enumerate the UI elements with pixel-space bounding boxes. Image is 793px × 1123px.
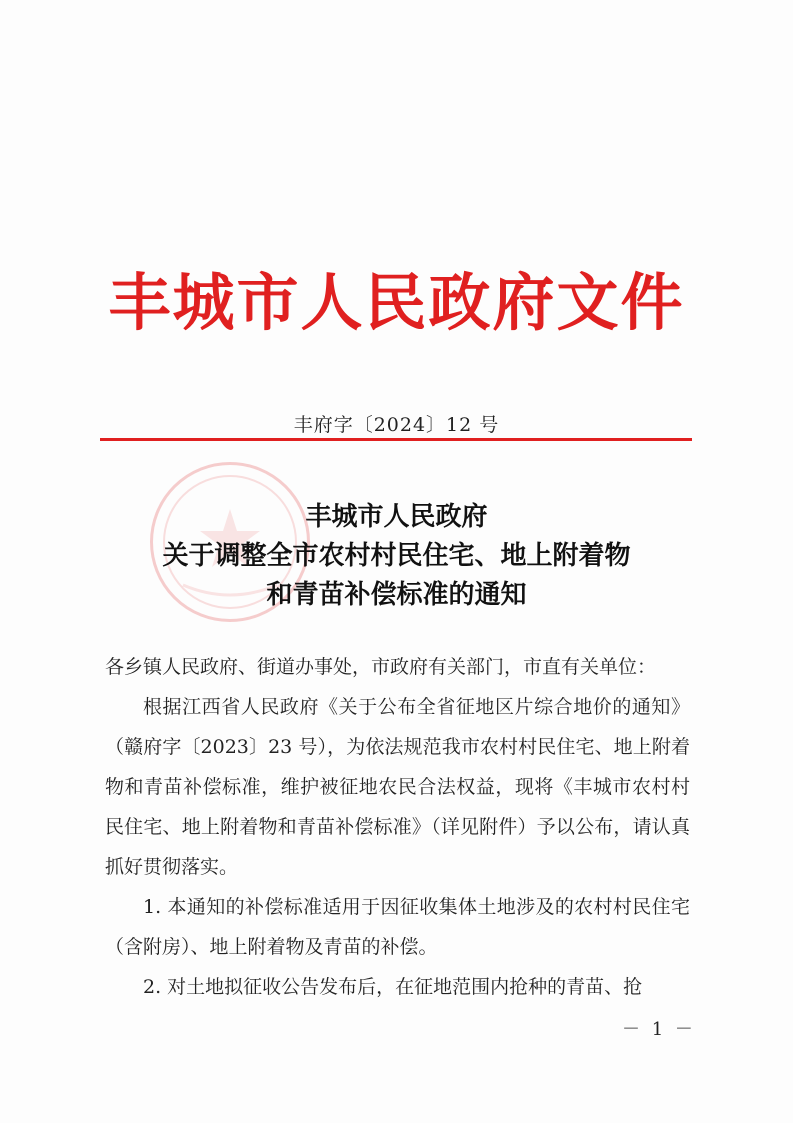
document-masthead: 丰城市人民政府文件 (108, 266, 685, 339)
title-line: 丰城市人民政府 (305, 502, 488, 532)
title-line: 和青苗补偿标准的通知 (266, 580, 527, 610)
body-paragraph: 根据江西省人民政府《关于公布全省征地区片综合地价的通知》（赣府字〔2023〕23 号），为依法规范我市农村村民住宅、地上附着物和青苗补偿标准，维护被征地农民合法权益，现将《丰城市农村村民住宅、地上附着物和青苗补偿标准》（详见附件）予以公布，请认真抓好贯彻落实。 (105, 696, 690, 878)
document-number: 丰府字〔2024〕12 号 (293, 414, 500, 436)
title-line: 关于调整全市农村村民住宅、地上附着物 (162, 541, 631, 571)
body-paragraph: 1. 本通知的补偿标准适用于因征收集体土地涉及的农村村民住宅（含附房）、地上附着物及青苗的补偿。 (105, 896, 690, 958)
body-paragraph: 2. 对土地拟征收公告发布后，在征地范围内抢种的青苗、抢 (143, 976, 643, 998)
document-title (0, 498, 793, 615)
page-number: － 1 － (622, 1019, 696, 1040)
red-separator-line (100, 438, 692, 441)
salutation: 各乡镇人民政府、街道办事处，市政府有关部门，市直有关单位： (105, 656, 657, 678)
document-body (105, 647, 690, 1007)
